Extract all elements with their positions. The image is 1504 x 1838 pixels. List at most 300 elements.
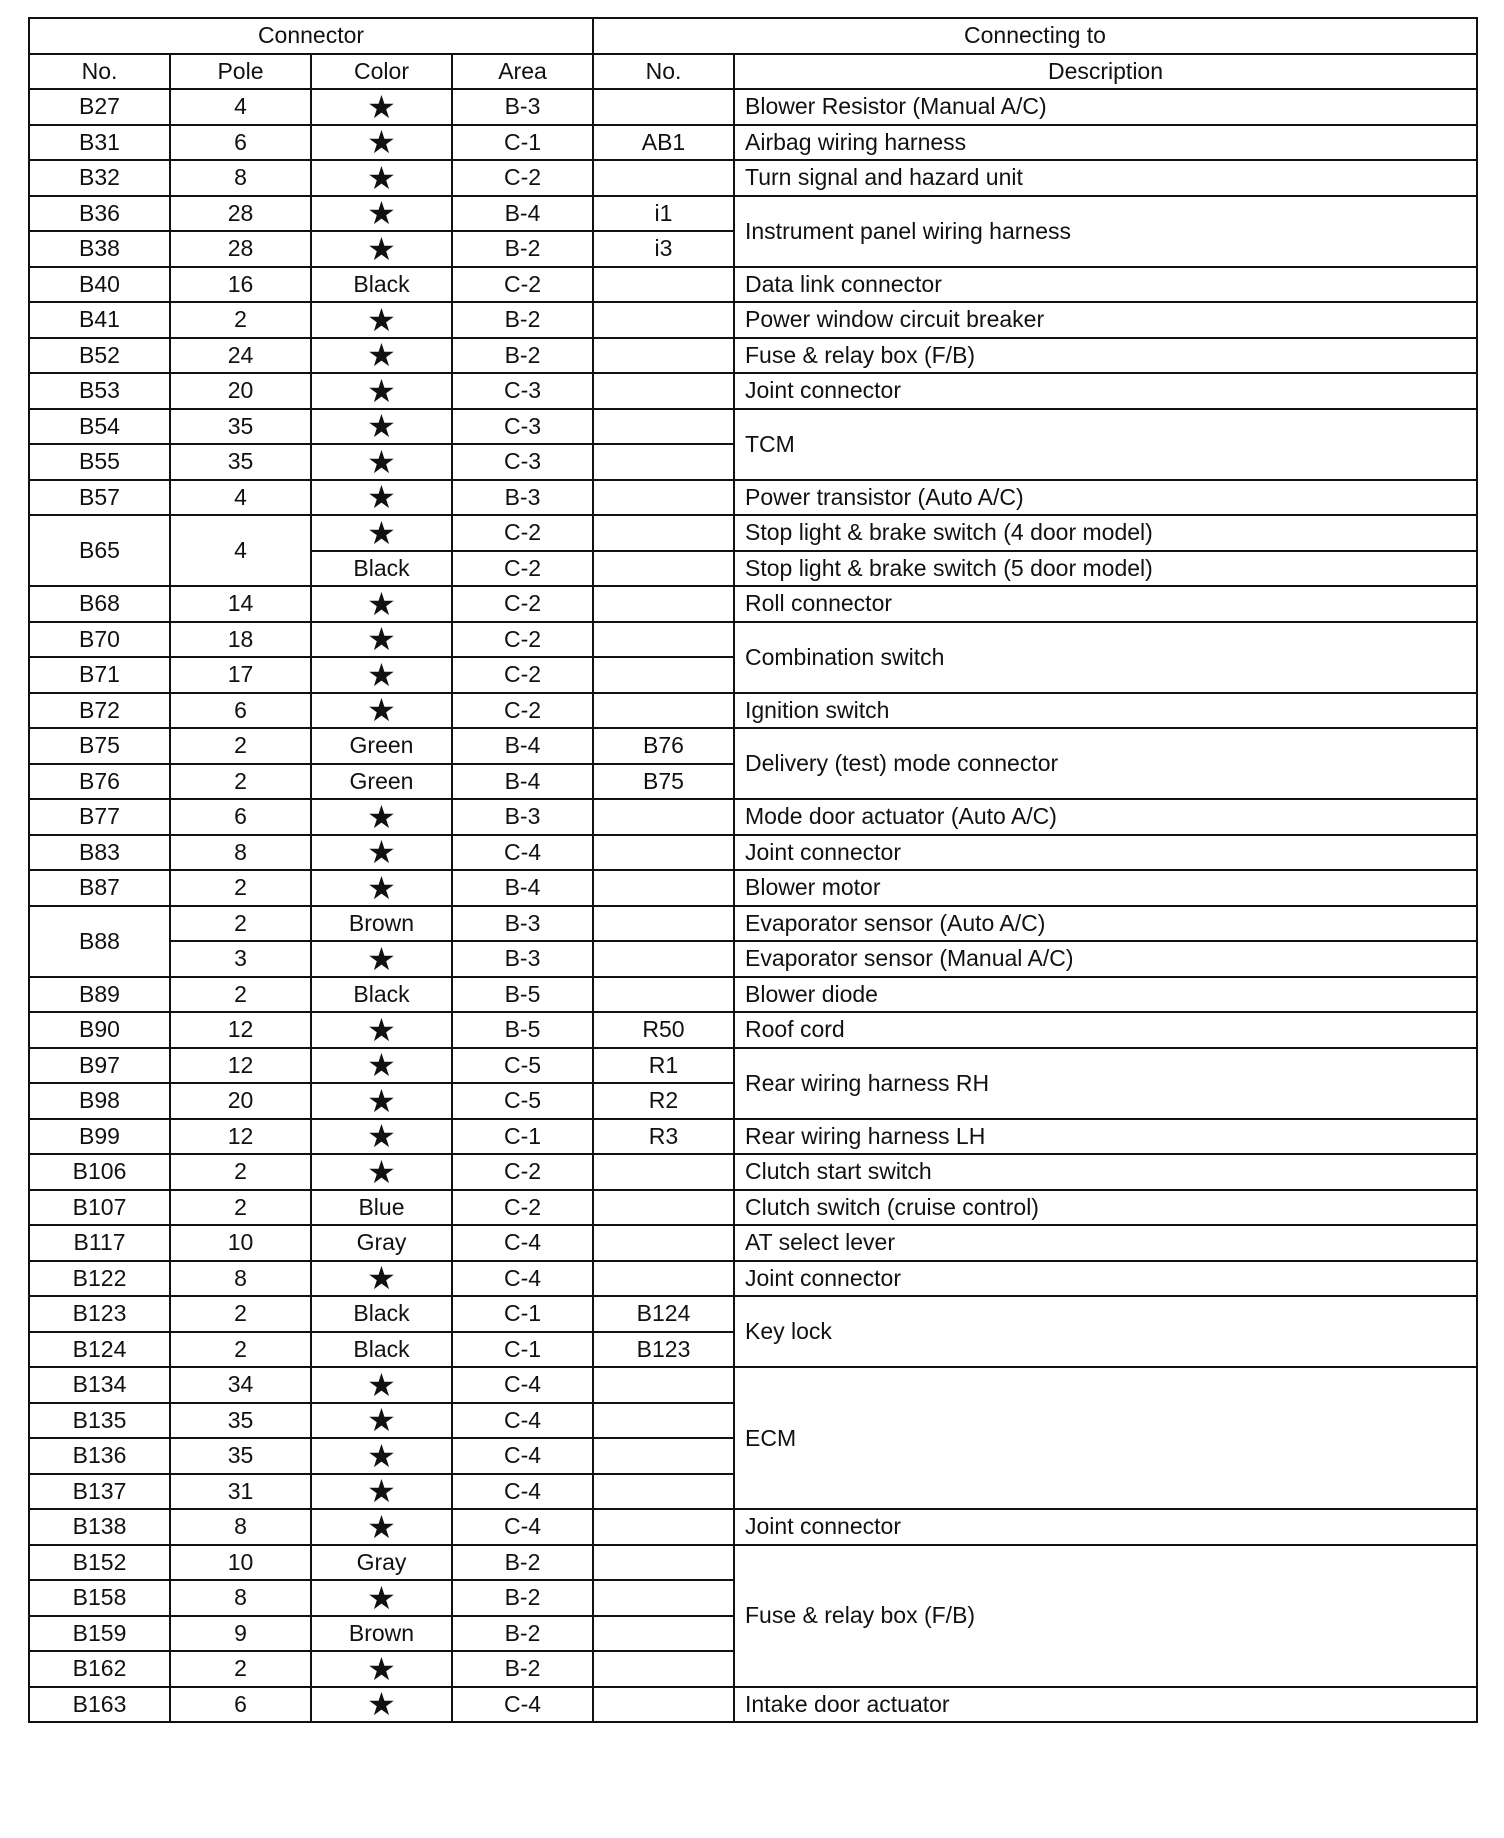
connector-no-cell: B77 xyxy=(29,799,170,835)
connector-no-cell: B106 xyxy=(29,1154,170,1190)
star-icon: ★ xyxy=(311,693,452,729)
area-cell: B-2 xyxy=(452,1651,593,1687)
connector-no-cell: B89 xyxy=(29,977,170,1013)
table-row xyxy=(29,1190,1477,1226)
connector-no-cell: B41 xyxy=(29,302,170,338)
header-group-row xyxy=(29,18,1477,54)
description-cell: Stop light & brake switch (5 door model) xyxy=(734,551,1477,587)
connector-no-cell: B36 xyxy=(29,196,170,232)
color-cell: Blue xyxy=(311,1190,452,1226)
connecting-no-cell: i1 xyxy=(593,196,734,232)
area-cell: B-2 xyxy=(452,1616,593,1652)
connector-no-cell: B163 xyxy=(29,1687,170,1723)
table-row xyxy=(29,941,1477,977)
pole-cell: 2 xyxy=(170,728,311,764)
table-row xyxy=(29,515,1477,551)
area-cell: B-4 xyxy=(452,196,593,232)
description-cell: Joint connector xyxy=(734,835,1477,871)
connecting-no-cell xyxy=(593,1190,734,1226)
description-cell: Power window circuit breaker xyxy=(734,302,1477,338)
pole-cell: 2 xyxy=(170,1190,311,1226)
table-row xyxy=(29,906,1477,942)
table-header xyxy=(29,18,1477,89)
color-cell: Green xyxy=(311,728,452,764)
pole-cell: 6 xyxy=(170,799,311,835)
connecting-no-cell xyxy=(593,1616,734,1652)
area-cell: C-2 xyxy=(452,267,593,303)
area-cell: B-2 xyxy=(452,302,593,338)
description-cell: Mode door actuator (Auto A/C) xyxy=(734,799,1477,835)
pole-cell: 2 xyxy=(170,1154,311,1190)
star-icon: ★ xyxy=(311,1403,452,1439)
area-cell: C-2 xyxy=(452,657,593,693)
star-icon: ★ xyxy=(311,870,452,906)
star-icon: ★ xyxy=(311,231,452,267)
star-icon: ★ xyxy=(311,1154,452,1190)
star-icon: ★ xyxy=(311,409,452,445)
pole-cell: 14 xyxy=(170,586,311,622)
connecting-no-cell xyxy=(593,267,734,303)
connector-no-cell: B98 xyxy=(29,1083,170,1119)
pole-cell: 12 xyxy=(170,1048,311,1084)
table-row xyxy=(29,1048,1477,1084)
connecting-no-cell xyxy=(593,835,734,871)
description-cell: Roof cord xyxy=(734,1012,1477,1048)
color-cell: Gray xyxy=(311,1225,452,1261)
connecting-no-cell: B75 xyxy=(593,764,734,800)
pole-cell: 31 xyxy=(170,1474,311,1510)
area-cell: C-1 xyxy=(452,1296,593,1332)
connector-no-cell: B136 xyxy=(29,1438,170,1474)
col-area-header: Area xyxy=(452,54,593,90)
area-cell: C-2 xyxy=(452,622,593,658)
connecting-no-cell xyxy=(593,693,734,729)
area-cell: C-2 xyxy=(452,160,593,196)
color-cell: Gray xyxy=(311,1545,452,1581)
table-row xyxy=(29,1509,1477,1545)
description-cell: Blower motor xyxy=(734,870,1477,906)
pole-cell: 8 xyxy=(170,1261,311,1297)
star-icon: ★ xyxy=(311,89,452,125)
connector-no-cell: B137 xyxy=(29,1474,170,1510)
connector-no-cell: B162 xyxy=(29,1651,170,1687)
col-pole-header: Pole xyxy=(170,54,311,90)
connector-no-cell: B117 xyxy=(29,1225,170,1261)
connecting-no-cell xyxy=(593,551,734,587)
pole-cell: 3 xyxy=(170,941,311,977)
area-cell: C-3 xyxy=(452,409,593,445)
area-cell: B-4 xyxy=(452,870,593,906)
area-cell: B-5 xyxy=(452,977,593,1013)
description-cell: Instrument panel wiring harness xyxy=(734,196,1477,267)
connector-no-cell: B138 xyxy=(29,1509,170,1545)
connector-no-cell: B83 xyxy=(29,835,170,871)
connector-no-cell: B134 xyxy=(29,1367,170,1403)
connecting-no-cell xyxy=(593,1438,734,1474)
area-cell: B-3 xyxy=(452,799,593,835)
connecting-no-cell: AB1 xyxy=(593,125,734,161)
pole-cell: 2 xyxy=(170,977,311,1013)
col-connecting-no-header: No. xyxy=(593,54,734,90)
connecting-no-cell xyxy=(593,373,734,409)
pole-cell: 6 xyxy=(170,125,311,161)
area-cell: C-1 xyxy=(452,125,593,161)
connector-no-cell: B90 xyxy=(29,1012,170,1048)
connecting-no-cell: R50 xyxy=(593,1012,734,1048)
pole-cell: 20 xyxy=(170,373,311,409)
table-row xyxy=(29,89,1477,125)
star-icon: ★ xyxy=(311,160,452,196)
description-cell: Turn signal and hazard unit xyxy=(734,160,1477,196)
area-cell: C-4 xyxy=(452,835,593,871)
color-cell: Black xyxy=(311,267,452,303)
area-cell: B-4 xyxy=(452,764,593,800)
connecting-no-cell xyxy=(593,1225,734,1261)
connector-no-cell: B38 xyxy=(29,231,170,267)
area-cell: C-1 xyxy=(452,1332,593,1368)
pole-cell: 16 xyxy=(170,267,311,303)
table-row xyxy=(29,622,1477,658)
star-icon: ★ xyxy=(311,657,452,693)
star-icon: ★ xyxy=(311,1083,452,1119)
description-cell: Joint connector xyxy=(734,1509,1477,1545)
table-row xyxy=(29,302,1477,338)
pole-cell: 8 xyxy=(170,835,311,871)
description-cell: Blower diode xyxy=(734,977,1477,1013)
col-no-header: No. xyxy=(29,54,170,90)
connector-no-cell: B76 xyxy=(29,764,170,800)
description-cell: Evaporator sensor (Manual A/C) xyxy=(734,941,1477,977)
connector-no-cell: B70 xyxy=(29,622,170,658)
connecting-no-cell: B123 xyxy=(593,1332,734,1368)
connecting-no-cell: i3 xyxy=(593,231,734,267)
description-cell: Intake door actuator xyxy=(734,1687,1477,1723)
star-icon: ★ xyxy=(311,1651,452,1687)
star-icon: ★ xyxy=(311,1474,452,1510)
area-cell: C-2 xyxy=(452,586,593,622)
description-cell: Joint connector xyxy=(734,373,1477,409)
table-row xyxy=(29,977,1477,1013)
description-cell: Power transistor (Auto A/C) xyxy=(734,480,1477,516)
connector-no-cell: B40 xyxy=(29,267,170,303)
connecting-no-cell xyxy=(593,1509,734,1545)
connecting-no-cell xyxy=(593,657,734,693)
col-description-header: Description xyxy=(734,54,1477,90)
description-cell: ECM xyxy=(734,1367,1477,1509)
star-icon: ★ xyxy=(311,373,452,409)
connector-no-cell: B87 xyxy=(29,870,170,906)
group-connecting-to-header: Connecting to xyxy=(593,18,1477,54)
area-cell: C-2 xyxy=(452,515,593,551)
area-cell: B-3 xyxy=(452,941,593,977)
connecting-no-cell xyxy=(593,622,734,658)
star-icon: ★ xyxy=(311,1580,452,1616)
pole-cell: 2 xyxy=(170,870,311,906)
star-icon: ★ xyxy=(311,835,452,871)
connector-no-cell: B152 xyxy=(29,1545,170,1581)
table-row xyxy=(29,409,1477,445)
pole-cell: 35 xyxy=(170,1438,311,1474)
table-row xyxy=(29,1367,1477,1403)
connecting-no-cell xyxy=(593,586,734,622)
connecting-no-cell xyxy=(593,1474,734,1510)
description-cell: Stop light & brake switch (4 door model) xyxy=(734,515,1477,551)
table-row xyxy=(29,480,1477,516)
connecting-no-cell xyxy=(593,799,734,835)
star-icon: ★ xyxy=(311,1367,452,1403)
area-cell: C-4 xyxy=(452,1509,593,1545)
area-cell: C-4 xyxy=(452,1474,593,1510)
connector-no-cell: B54 xyxy=(29,409,170,445)
description-cell: Clutch switch (cruise control) xyxy=(734,1190,1477,1226)
table-row xyxy=(29,1545,1477,1581)
connecting-no-cell xyxy=(593,89,734,125)
star-icon: ★ xyxy=(311,338,452,374)
connector-no-cell: B57 xyxy=(29,480,170,516)
connector-no-cell: B135 xyxy=(29,1403,170,1439)
description-cell: Evaporator sensor (Auto A/C) xyxy=(734,906,1477,942)
connector-no-cell: B52 xyxy=(29,338,170,374)
connector-no-cell: B75 xyxy=(29,728,170,764)
pole-cell: 20 xyxy=(170,1083,311,1119)
star-icon: ★ xyxy=(311,1119,452,1155)
star-icon: ★ xyxy=(311,444,452,480)
connecting-no-cell: B76 xyxy=(593,728,734,764)
area-cell: C-3 xyxy=(452,373,593,409)
table-row xyxy=(29,870,1477,906)
area-cell: C-5 xyxy=(452,1048,593,1084)
star-icon: ★ xyxy=(311,1509,452,1545)
star-icon: ★ xyxy=(311,1012,452,1048)
pole-cell: 2 xyxy=(170,764,311,800)
connecting-no-cell xyxy=(593,1545,734,1581)
connector-no-cell: B31 xyxy=(29,125,170,161)
star-icon: ★ xyxy=(311,1048,452,1084)
table-row xyxy=(29,728,1477,764)
description-cell: Fuse & relay box (F/B) xyxy=(734,338,1477,374)
area-cell: B-5 xyxy=(452,1012,593,1048)
star-icon: ★ xyxy=(311,941,452,977)
connecting-no-cell xyxy=(593,870,734,906)
connecting-no-cell xyxy=(593,1367,734,1403)
star-icon: ★ xyxy=(311,622,452,658)
color-cell: Black xyxy=(311,551,452,587)
description-cell: Delivery (test) mode connector xyxy=(734,728,1477,799)
area-cell: B-2 xyxy=(452,1545,593,1581)
description-cell: Roll connector xyxy=(734,586,1477,622)
description-cell: AT select lever xyxy=(734,1225,1477,1261)
connector-no-cell: B88 xyxy=(29,906,170,977)
pole-cell: 10 xyxy=(170,1225,311,1261)
connector-no-cell: B159 xyxy=(29,1616,170,1652)
table-body xyxy=(29,89,1477,1722)
connecting-no-cell: R2 xyxy=(593,1083,734,1119)
table-row xyxy=(29,338,1477,374)
color-cell: Green xyxy=(311,764,452,800)
area-cell: B-3 xyxy=(452,906,593,942)
area-cell: C-1 xyxy=(452,1119,593,1155)
connector-no-cell: B65 xyxy=(29,515,170,586)
table-row xyxy=(29,1296,1477,1332)
star-icon: ★ xyxy=(311,480,452,516)
connector-no-cell: B122 xyxy=(29,1261,170,1297)
connecting-no-cell xyxy=(593,480,734,516)
connector-no-cell: B53 xyxy=(29,373,170,409)
connecting-no-cell xyxy=(593,338,734,374)
connecting-no-cell xyxy=(593,1154,734,1190)
pole-cell: 35 xyxy=(170,409,311,445)
pole-cell: 6 xyxy=(170,1687,311,1723)
table-row xyxy=(29,125,1477,161)
area-cell: C-2 xyxy=(452,1190,593,1226)
connector-no-cell: B55 xyxy=(29,444,170,480)
pole-cell: 12 xyxy=(170,1119,311,1155)
star-icon: ★ xyxy=(311,1261,452,1297)
description-cell: Data link connector xyxy=(734,267,1477,303)
color-cell: Black xyxy=(311,977,452,1013)
description-cell: Rear wiring harness RH xyxy=(734,1048,1477,1119)
connector-no-cell: B123 xyxy=(29,1296,170,1332)
table-row xyxy=(29,1119,1477,1155)
description-cell: Fuse & relay box (F/B) xyxy=(734,1545,1477,1687)
area-cell: B-3 xyxy=(452,480,593,516)
table-row xyxy=(29,267,1477,303)
pole-cell: 8 xyxy=(170,160,311,196)
group-connector-header: Connector xyxy=(29,18,593,54)
connecting-no-cell xyxy=(593,977,734,1013)
header-column-row xyxy=(29,54,1477,90)
table-row xyxy=(29,693,1477,729)
pole-cell: 8 xyxy=(170,1580,311,1616)
connecting-no-cell: R3 xyxy=(593,1119,734,1155)
area-cell: C-4 xyxy=(452,1367,593,1403)
area-cell: C-3 xyxy=(452,444,593,480)
pole-cell: 24 xyxy=(170,338,311,374)
color-cell: Brown xyxy=(311,1616,452,1652)
area-cell: C-2 xyxy=(452,693,593,729)
star-icon: ★ xyxy=(311,1687,452,1723)
table-row xyxy=(29,1687,1477,1723)
connector-no-cell: B124 xyxy=(29,1332,170,1368)
pole-cell: 17 xyxy=(170,657,311,693)
area-cell: B-2 xyxy=(452,1580,593,1616)
connector-no-cell: B97 xyxy=(29,1048,170,1084)
connector-no-cell: B158 xyxy=(29,1580,170,1616)
pole-cell: 35 xyxy=(170,444,311,480)
pole-cell: 2 xyxy=(170,1332,311,1368)
pole-cell: 2 xyxy=(170,1296,311,1332)
connector-no-cell: B71 xyxy=(29,657,170,693)
connecting-no-cell xyxy=(593,1687,734,1723)
pole-cell: 18 xyxy=(170,622,311,658)
table-row xyxy=(29,196,1477,232)
connector-no-cell: B107 xyxy=(29,1190,170,1226)
area-cell: C-4 xyxy=(452,1403,593,1439)
description-cell: Ignition switch xyxy=(734,693,1477,729)
connecting-no-cell xyxy=(593,160,734,196)
description-cell: Clutch start switch xyxy=(734,1154,1477,1190)
pole-cell: 2 xyxy=(170,906,311,942)
star-icon: ★ xyxy=(311,1438,452,1474)
table-row xyxy=(29,1261,1477,1297)
area-cell: B-3 xyxy=(452,89,593,125)
connecting-no-cell xyxy=(593,302,734,338)
table-row xyxy=(29,160,1477,196)
connecting-no-cell xyxy=(593,409,734,445)
pole-cell: 28 xyxy=(170,196,311,232)
connector-no-cell: B72 xyxy=(29,693,170,729)
star-icon: ★ xyxy=(311,586,452,622)
area-cell: B-2 xyxy=(452,338,593,374)
connecting-no-cell xyxy=(593,1580,734,1616)
pole-cell: 35 xyxy=(170,1403,311,1439)
pole-cell: 6 xyxy=(170,693,311,729)
color-cell: Black xyxy=(311,1332,452,1368)
star-icon: ★ xyxy=(311,799,452,835)
connecting-no-cell: B124 xyxy=(593,1296,734,1332)
pole-cell: 34 xyxy=(170,1367,311,1403)
table-row xyxy=(29,799,1477,835)
table-row xyxy=(29,1012,1477,1048)
area-cell: C-4 xyxy=(452,1438,593,1474)
connecting-no-cell xyxy=(593,941,734,977)
connecting-no-cell xyxy=(593,1651,734,1687)
connector-no-cell: B32 xyxy=(29,160,170,196)
connecting-no-cell xyxy=(593,1403,734,1439)
area-cell: C-2 xyxy=(452,1154,593,1190)
connecting-no-cell xyxy=(593,1261,734,1297)
star-icon: ★ xyxy=(311,302,452,338)
description-cell: Blower Resistor (Manual A/C) xyxy=(734,89,1477,125)
connecting-no-cell xyxy=(593,515,734,551)
connecting-no-cell: R1 xyxy=(593,1048,734,1084)
description-cell: Rear wiring harness LH xyxy=(734,1119,1477,1155)
pole-cell: 10 xyxy=(170,1545,311,1581)
pole-cell: 28 xyxy=(170,231,311,267)
table-row xyxy=(29,1225,1477,1261)
connector-no-cell: B99 xyxy=(29,1119,170,1155)
area-cell: C-5 xyxy=(452,1083,593,1119)
color-cell: Black xyxy=(311,1296,452,1332)
description-cell: Key lock xyxy=(734,1296,1477,1367)
description-cell: Airbag wiring harness xyxy=(734,125,1477,161)
color-cell: Brown xyxy=(311,906,452,942)
star-icon: ★ xyxy=(311,125,452,161)
area-cell: C-4 xyxy=(452,1261,593,1297)
connecting-no-cell xyxy=(593,906,734,942)
pole-cell: 4 xyxy=(170,515,311,586)
pole-cell: 4 xyxy=(170,89,311,125)
col-color-header: Color xyxy=(311,54,452,90)
area-cell: C-2 xyxy=(452,551,593,587)
area-cell: C-4 xyxy=(452,1225,593,1261)
pole-cell: 9 xyxy=(170,1616,311,1652)
table-row xyxy=(29,1154,1477,1190)
star-icon: ★ xyxy=(311,515,452,551)
star-icon: ★ xyxy=(311,196,452,232)
connector-table xyxy=(28,17,1478,1723)
pole-cell: 2 xyxy=(170,302,311,338)
connector-no-cell: B68 xyxy=(29,586,170,622)
connector-no-cell: B27 xyxy=(29,89,170,125)
pole-cell: 4 xyxy=(170,480,311,516)
pole-cell: 12 xyxy=(170,1012,311,1048)
area-cell: B-4 xyxy=(452,728,593,764)
table-row xyxy=(29,373,1477,409)
description-cell: Combination switch xyxy=(734,622,1477,693)
description-cell: TCM xyxy=(734,409,1477,480)
pole-cell: 2 xyxy=(170,1651,311,1687)
